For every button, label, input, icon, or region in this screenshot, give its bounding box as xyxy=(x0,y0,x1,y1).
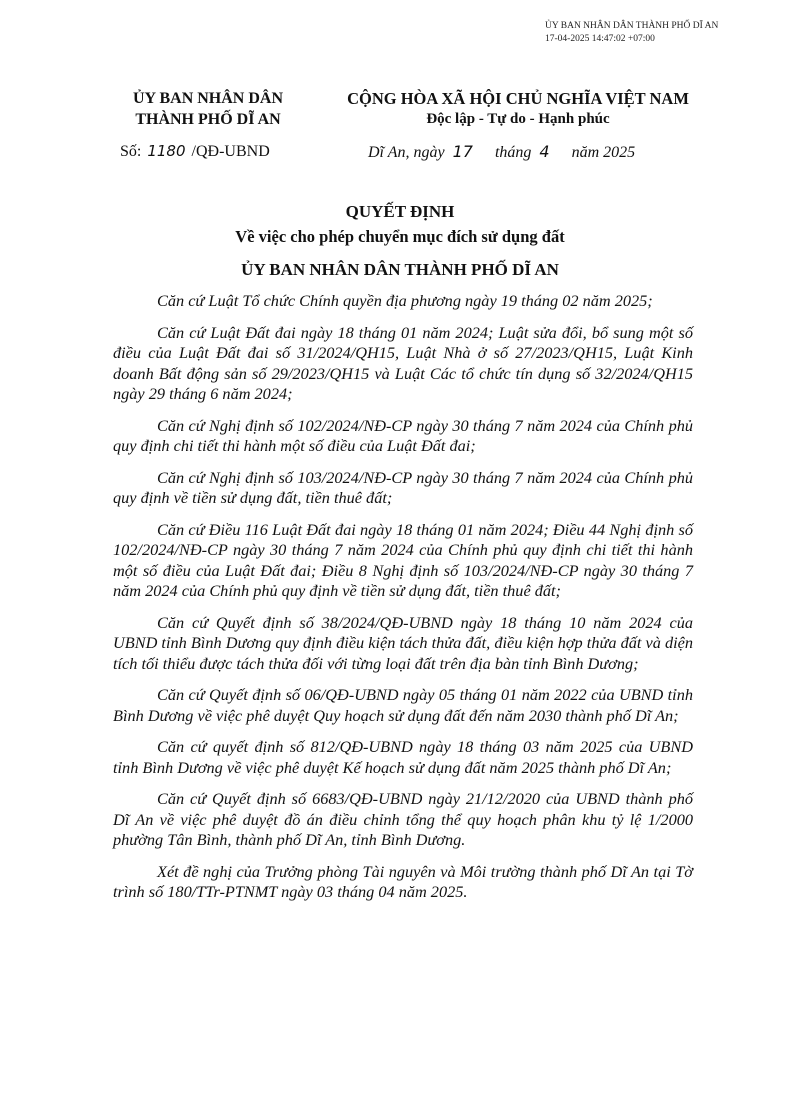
document-number xyxy=(120,142,270,161)
national-header xyxy=(318,88,718,130)
issue-date xyxy=(368,142,635,162)
document-subject: Về việc cho phép chuyển mục đích sử dụng đất xyxy=(235,227,565,246)
year: năm 2025 xyxy=(571,144,636,161)
paragraph: Căn cứ Điều 116 Luật Đất đai ngày 18 tháng 01 năm 2024; Điều 44 Nghị định số 102/2024/NĐ-CP ngày 30 tháng 7 năm 2024 của Chính phủ quy định chi tiết thi hành một số điều của Luật Đất đai; Điều 8 Nghị định số 103/2024/NĐ-CP ngày 30 tháng 7 năm 2024 của Chính phủ quy định về tiền sử dụng đất, tiền thuê đất; xyxy=(113,519,693,600)
paragraph: Căn cứ quyết định số 812/QĐ-UBND ngày 18 tháng 03 năm 2025 của UBND tỉnh Bình Dương về việc phê duyệt Kế hoạch sử dụng đất năm 2025 thành phố Dĩ An; xyxy=(113,737,693,777)
paragraph: Căn cứ Quyết định số 06/QĐ-UBND ngày 05 tháng 01 năm 2022 của UBND tỉnh Bình Dương về việc phê duyệt Quy hoạch sử dụng đất đến năm 2030 thành phố Dĩ An; xyxy=(113,685,693,725)
number-prefix: Số: xyxy=(120,143,142,160)
paragraph: Căn cứ Quyết định số 38/2024/QĐ-UBND ngày 18 tháng 10 năm 2024 của UBND tỉnh Bình Dương quy định điều kiện tách thửa đất, điều kiện hợp thửa đất và diện tích tối thiểu được tách thửa đối với từng loại đất trên địa bàn tỉnh Bình Dương; xyxy=(113,612,693,673)
document-type-title: QUYẾT ĐỊNH xyxy=(345,202,455,221)
agency-line-1: ỦY BAN NHÂN DÂN xyxy=(132,90,284,107)
issuing-agency-header xyxy=(108,88,308,130)
digital-signature-stamp xyxy=(545,20,795,46)
issuer-title: ỦY BAN NHÂN DÂN THÀNH PHỐ DĨ AN xyxy=(241,260,559,279)
agency-line-2: THÀNH PHỐ DĨ AN xyxy=(135,111,281,128)
date-prefix: Dĩ An, ngày xyxy=(368,144,445,161)
paragraph: Căn cứ Luật Tổ chức Chính quyền địa phương ngày 19 tháng 02 năm 2025; xyxy=(157,291,653,310)
national-motto: Độc lập - Tự do - Hạnh phúc xyxy=(426,111,610,127)
stamp-org: ỦY BAN NHÂN DÂN THÀNH PHỐ DĨ AN xyxy=(545,21,719,31)
paragraph: Xét đề nghị của Trưởng phòng Tài nguyên và Môi trường thành phố Dĩ An tại Tờ trình số 180/TTr-PTNMT ngày 03 tháng 04 năm 2025. xyxy=(113,861,693,901)
handwritten-day: 17 xyxy=(452,142,473,161)
paragraph: Căn cứ Luật Đất đai ngày 18 tháng 01 năm 2024; Luật sửa đổi, bổ sung một số điều của Luật Đất đai số 31/2024/QH15, Luật Nhà ở số 27/2023/QH15, Luật Kinh doanh Bất động sản số 29/2023/QH15 và Luật Các tổ chức tín dụng số 32/2024/QH15 ngày 29 tháng 6 năm 2024; xyxy=(113,322,693,403)
handwritten-month: 4 xyxy=(539,142,550,161)
paragraph: Căn cứ Nghị định số 102/2024/NĐ-CP ngày 30 tháng 7 năm 2024 của Chính phủ quy định chi tiết thi hành một số điều của Luật Đất đai; xyxy=(113,415,693,455)
month-word: tháng xyxy=(494,144,532,161)
handwritten-number: 1180 xyxy=(147,142,186,160)
stamp-timestamp: 17-04-2025 14:47:02 +07:00 xyxy=(545,34,655,44)
paragraph: Căn cứ Nghị định số 103/2024/NĐ-CP ngày 30 tháng 7 năm 2024 của Chính phủ quy định về tiền sử dụng đất, tiền thuê đất; xyxy=(113,467,693,507)
document-body xyxy=(113,291,693,914)
country-name: CỘNG HÒA XÃ HỘI CHỦ NGHĨA VIỆT NAM xyxy=(347,89,689,108)
number-suffix: /QĐ-UBND xyxy=(191,143,270,160)
paragraph: Căn cứ Quyết định số 6683/QĐ-UBND ngày 21/12/2020 của UBND thành phố Dĩ An về việc phê duyệt đồ án điều chỉnh tổng thể quy hoạch phân khu tỷ lệ 1/2000 phường Tân Bình, thành phố Dĩ An, tỉnh Bình Dương. xyxy=(113,789,693,849)
